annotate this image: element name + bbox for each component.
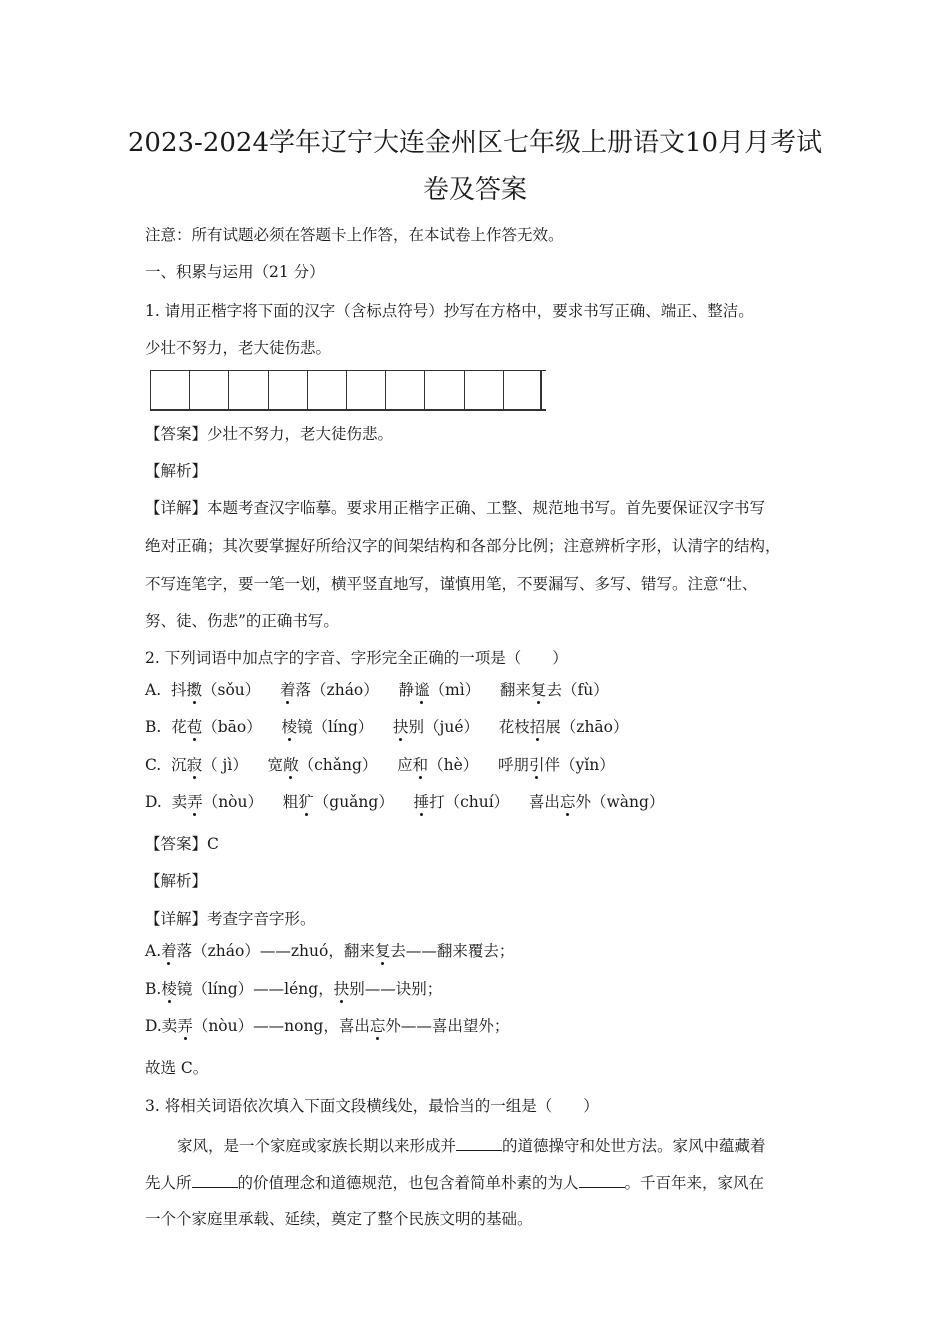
pinyin: （líng） — [312, 718, 374, 736]
dotted-char: 忘 — [559, 793, 576, 811]
word-char: 抖 — [170, 681, 187, 699]
word-char: 卖 — [171, 793, 188, 811]
explain-text: 去——翻来覆去； — [390, 942, 515, 960]
dotted-char: 忘 — [369, 1017, 386, 1035]
word-char: 去 — [546, 681, 562, 699]
option-word — [283, 792, 394, 812]
dotted-char: 苞 — [186, 718, 203, 736]
explain-text: 镜（líng）——léng， — [176, 980, 334, 998]
grid-cell — [503, 371, 542, 409]
grid-cell — [385, 371, 424, 409]
dotted-char: 弄 — [187, 793, 203, 811]
pinyin: （bāo） — [202, 718, 262, 736]
q2-analysis: 【解析】 — [145, 872, 208, 890]
pinyin: （yǐn） — [560, 756, 615, 774]
dotted-char: 招 — [529, 718, 546, 736]
fill-blank — [456, 1134, 502, 1151]
word-char: 打 — [429, 793, 445, 811]
explain-text: （nòu）——nong，喜出 — [192, 1017, 370, 1035]
page-title: 2023-2024学年辽宁大连金州区七年级上册语文10月月考试 — [127, 128, 823, 158]
word-char: 沉 — [171, 756, 187, 774]
dotted-char: 着 — [280, 681, 296, 699]
q3-passage-line — [177, 1134, 766, 1156]
q1-detail-line: 绝对正确；其次要掌握好所给汉字的间架结构和各部分比例；注意辨析字形，认清字的结构， — [145, 537, 781, 555]
q2-explanation-b — [145, 979, 442, 999]
grid-cell — [189, 371, 228, 409]
dotted-char: 寂 — [186, 756, 203, 774]
pinyin: （chǎng） — [298, 756, 378, 774]
q2-stem: 2. 下列词语中加点字的字音、字形完全正确的一项是（ ） — [145, 649, 568, 667]
explain-text: 别——诀别； — [349, 980, 443, 998]
explain-text: A. — [145, 942, 162, 960]
pinyin: （sǒu） — [202, 681, 261, 699]
option-word — [171, 755, 248, 775]
word-char: 应 — [397, 756, 413, 774]
dotted-char: 敞 — [283, 756, 299, 774]
word-char: 落 — [295, 681, 312, 699]
grid-cell — [268, 371, 307, 409]
pinyin: （zháo） — [311, 681, 379, 699]
dotted-char: 和 — [412, 756, 429, 774]
dotted-char: 谧 — [414, 681, 430, 699]
q2-explanation-a — [145, 941, 514, 961]
option-word — [393, 717, 479, 737]
pinyin: （nòu） — [202, 793, 264, 811]
q1-analysis: 【解析】 — [145, 462, 208, 480]
word-char: 翻来 — [499, 681, 531, 699]
dotted-char: 引 — [529, 756, 545, 774]
dotted-char: 捶 — [413, 793, 430, 811]
dotted-char: 复 — [530, 681, 547, 699]
word-char: 花 — [171, 718, 187, 736]
grid-cell — [307, 371, 346, 409]
option-word — [397, 755, 478, 775]
dotted-char: 抉 — [393, 718, 409, 736]
word-char: 静 — [398, 681, 415, 699]
dotted-char: 擞 — [186, 681, 203, 699]
explain-text: 外——喜出望外； — [385, 1017, 510, 1035]
option-word — [498, 755, 615, 775]
q1-detail-line: 不写连笔字，要一笔一划，横平竖直地写，谨慎用笔，不要漏写、多写、错写。注意“壮、 — [145, 575, 758, 593]
pinyin: （chuí） — [444, 793, 510, 811]
dotted-char: 犷 — [298, 793, 314, 811]
q1-detail-line: 【详解】本题考查汉字临摹。要求用正楷字正确、工整、规范地书写。首先要保证汉字书写 — [145, 499, 766, 517]
dotted-char: 弄 — [177, 1017, 193, 1035]
grid-cell — [424, 371, 463, 409]
word-char: 喜出 — [528, 793, 560, 811]
option-word — [281, 717, 373, 737]
option-word — [529, 792, 664, 812]
word-char: 伴 — [544, 756, 561, 774]
grid-cell — [150, 371, 189, 409]
option-word — [399, 680, 481, 700]
q1-detail-line: 努、徒、伤悲”的正确书写。 — [145, 612, 339, 630]
q2-explanation-d — [145, 1016, 509, 1036]
dotted-char: 棱 — [161, 980, 177, 998]
pinyin: （fù） — [561, 681, 609, 699]
pinyin: （mì） — [429, 681, 481, 699]
q2-option-a — [145, 680, 609, 700]
option-word — [500, 680, 609, 700]
q2-conclusion: 故选 C。 — [145, 1059, 209, 1077]
dotted-char: 复 — [374, 942, 391, 960]
pinyin: （guǎng） — [313, 793, 394, 811]
dotted-char: 抉 — [333, 980, 350, 998]
explain-text: B. — [145, 980, 162, 998]
option-label: D. — [145, 793, 162, 811]
word-char: 镜 — [296, 718, 313, 736]
passage-text: 家风，是一个家庭或家族长期以来形成并 — [177, 1137, 457, 1155]
q1-stem: 1. 请用正楷字将下面的汉字（含标点符号）抄写在方格中，要求书写正确、端正、整洁。 — [145, 302, 754, 320]
q3-stem: 3. 将相关词语依次填入下面文段横线处，最恰当的一组是（ ） — [145, 1097, 599, 1115]
word-char: 外 — [575, 793, 591, 811]
grid-cell — [228, 371, 267, 409]
passage-text: 。千百年来，家风在 — [624, 1174, 765, 1192]
explain-text: D.卖 — [145, 1017, 178, 1035]
pinyin: （hè） — [428, 756, 479, 774]
option-label: A. — [145, 681, 162, 699]
option-word — [172, 792, 263, 812]
q3-passage-line: 一个个家庭里承载、延续，奠定了整个民族文明的基础。 — [145, 1210, 533, 1228]
q1-answer: 【答案】少壮不努力，老大徒伤悲。 — [145, 425, 394, 443]
dotted-char: 棱 — [281, 718, 297, 736]
notice: 注意：所有试题必须在答题卡上作答，在本试卷上作答无效。 — [145, 226, 564, 244]
explain-text: 落（zháo）——zhuó，翻来 — [176, 942, 375, 960]
q2-option-c — [145, 755, 615, 775]
page-title-continued: 卷及答案 — [422, 175, 527, 205]
grid-cell — [346, 371, 385, 409]
q2-answer: 【答案】C — [145, 835, 219, 853]
q2-detail: 【详解】考查字音字形。 — [145, 910, 316, 928]
passage-text: 先人所 — [145, 1174, 192, 1192]
q2-option-d — [145, 792, 664, 812]
word-char: 呼朋 — [498, 756, 530, 774]
word-char: 花枝 — [498, 718, 530, 736]
grid-cell — [464, 371, 503, 409]
section-heading: 一、积累与运用（21 分） — [145, 263, 325, 281]
word-char: 宽 — [267, 756, 284, 774]
option-word — [280, 680, 379, 700]
option-label: C. — [145, 756, 162, 774]
pinyin: （wàng） — [590, 793, 665, 811]
pinyin: （jué） — [424, 718, 480, 736]
passage-text: 的道德操守和处世方法。家风中蕴藏着 — [502, 1137, 766, 1155]
option-label: B. — [145, 718, 162, 736]
word-char: 展 — [545, 718, 561, 736]
option-word — [268, 755, 378, 775]
option-word — [499, 717, 629, 737]
q1-sentence: 少壮不努力，老大徒伤悲。 — [145, 339, 332, 357]
q2-option-b — [145, 717, 629, 737]
fill-blank — [579, 1171, 625, 1188]
word-char: 别 — [408, 718, 425, 736]
pinyin: （ jì） — [202, 756, 248, 774]
fill-blank — [192, 1171, 238, 1188]
option-word — [171, 680, 260, 700]
dotted-char: 着 — [161, 942, 177, 960]
q3-passage-line — [145, 1171, 764, 1193]
writing-grid — [150, 370, 546, 411]
passage-text: 的价值理念和道德规范，也包含着简单朴素的为人 — [237, 1174, 579, 1192]
option-word — [414, 792, 510, 812]
pinyin: （zhāo） — [560, 718, 629, 736]
word-char: 粗 — [282, 793, 299, 811]
option-word — [171, 717, 262, 737]
